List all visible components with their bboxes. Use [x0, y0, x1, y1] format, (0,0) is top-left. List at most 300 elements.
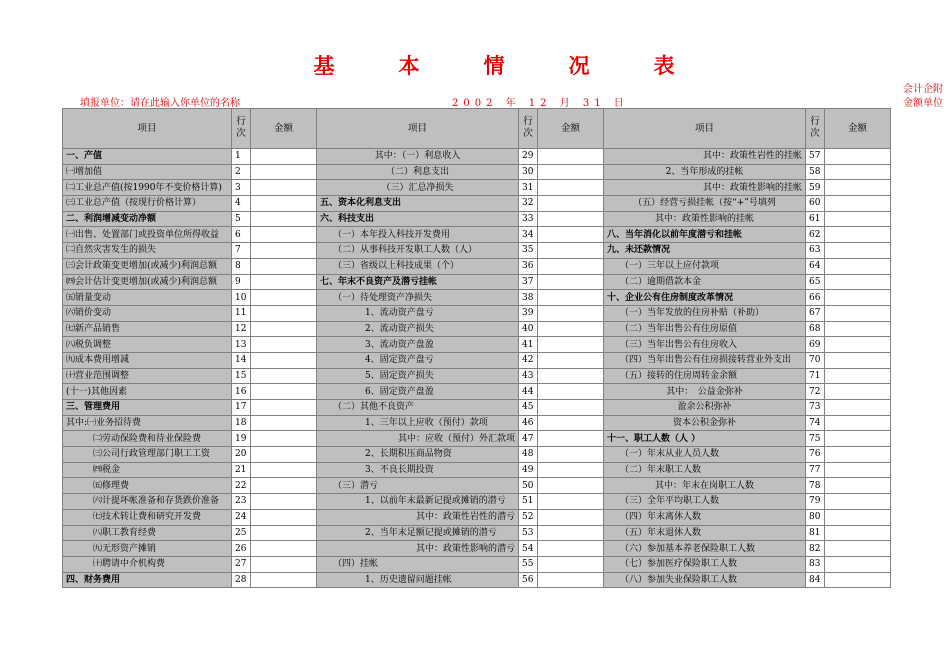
- item-label: 6、固定资产盘盈: [317, 384, 519, 400]
- line-number: 28: [232, 572, 251, 588]
- item-label: 其中：政策性岩性的潜亏: [317, 509, 519, 525]
- table-row: [63, 305, 891, 321]
- item-label: 八、当年消化以前年度潜亏和挂帐: [604, 227, 806, 243]
- amount-cell[interactable]: [251, 572, 317, 588]
- table-row: [63, 384, 891, 400]
- amount-cell[interactable]: [825, 227, 891, 243]
- line-number: 20: [232, 447, 251, 463]
- item-label: ㈣会计估计变更增加(或减少)利润总额: [63, 274, 232, 290]
- column-header-line-no: [806, 109, 825, 149]
- column-header-line-no: [519, 109, 538, 149]
- item-label: ㈨无形资产摊销: [63, 541, 232, 557]
- line-number: 32: [519, 196, 538, 212]
- table-row: [63, 211, 891, 227]
- line-number: 69: [806, 337, 825, 353]
- column-header-amount: 金额: [825, 109, 891, 149]
- amount-cell[interactable]: [825, 196, 891, 212]
- amount-cell[interactable]: [251, 462, 317, 478]
- item-label: 三、管理费用: [63, 400, 232, 416]
- item-label: 2、流动资产损失: [317, 321, 519, 337]
- line-number: 55: [519, 556, 538, 572]
- item-label: 资本公积金弥补: [604, 415, 806, 431]
- amount-cell[interactable]: [538, 321, 604, 337]
- amount-cell[interactable]: [538, 541, 604, 557]
- amount-cell[interactable]: [538, 478, 604, 494]
- item-label: 3、流动资产盘盈: [317, 337, 519, 353]
- table-row: [63, 478, 891, 494]
- amount-cell[interactable]: [538, 572, 604, 588]
- amount-cell[interactable]: [825, 321, 891, 337]
- line-number: 23: [232, 494, 251, 510]
- table-row: [63, 274, 891, 290]
- item-label: ㈣税金: [63, 462, 232, 478]
- amount-cell[interactable]: [825, 478, 891, 494]
- amount-cell[interactable]: [538, 211, 604, 227]
- column-header-item: 项目: [604, 109, 806, 149]
- table-row: [63, 368, 891, 384]
- line-number: 77: [806, 462, 825, 478]
- item-label: （五）经营亏损挂帐（按“+”号填列: [604, 196, 806, 212]
- line-number: 78: [806, 478, 825, 494]
- title-char: 本: [398, 54, 422, 78]
- item-label: （一）本年投入科技开发费用: [317, 227, 519, 243]
- line-number: 13: [232, 337, 251, 353]
- line-no-header-text: [236, 116, 246, 140]
- table-row: [63, 447, 891, 463]
- table-row: [63, 509, 891, 525]
- item-label: 其中：政策性影响的挂帐: [604, 180, 806, 196]
- item-label: ㈥计提坏帐准备和存货跌价准备: [63, 494, 232, 510]
- line-number: 6: [232, 227, 251, 243]
- item-label: (十一)其他因素: [63, 384, 232, 400]
- line-number: 66: [806, 290, 825, 306]
- form-code-label: 会计企附: [903, 84, 943, 95]
- item-label: （四）当年出售公有住房损接转营业外支出: [604, 352, 806, 368]
- item-label: 4、固定资产盘亏: [317, 352, 519, 368]
- title-char: 表: [653, 54, 677, 78]
- item-label: （七）参加医疗保险职工人数: [604, 556, 806, 572]
- line-number: 47: [519, 431, 538, 447]
- line-number: 3: [232, 180, 251, 196]
- line-number: 22: [232, 478, 251, 494]
- item-label: （一）待处理资产净损失: [317, 290, 519, 306]
- line-number: 17: [232, 400, 251, 416]
- line-number: 36: [519, 258, 538, 274]
- line-number: 2: [232, 164, 251, 180]
- line-number: 68: [806, 321, 825, 337]
- line-no-header-char: 行: [236, 116, 246, 127]
- line-number: 48: [519, 447, 538, 463]
- amount-cell[interactable]: [251, 337, 317, 353]
- line-number: 35: [519, 243, 538, 259]
- line-number: 46: [519, 415, 538, 431]
- amount-cell[interactable]: [251, 180, 317, 196]
- amount-cell[interactable]: [251, 384, 317, 400]
- amount-cell[interactable]: [538, 368, 604, 384]
- amount-cell[interactable]: [825, 243, 891, 259]
- amount-cell[interactable]: [825, 258, 891, 274]
- item-label: ㈨成本费用增减: [63, 352, 232, 368]
- amount-cell[interactable]: [825, 290, 891, 306]
- amount-unit-label: 金额单位: [903, 98, 943, 109]
- line-number: 57: [806, 149, 825, 165]
- amount-cell[interactable]: [251, 164, 317, 180]
- item-label: 2、当年形成的挂帐: [604, 164, 806, 180]
- line-number: 39: [519, 305, 538, 321]
- line-number: 80: [806, 509, 825, 525]
- amount-cell[interactable]: [825, 211, 891, 227]
- amount-cell[interactable]: [538, 196, 604, 212]
- item-label: （二）当年出售公有住房原值: [604, 321, 806, 337]
- line-no-header-char: 次: [523, 128, 533, 139]
- item-label: （一）当年发放的住房补贴（补助）: [604, 305, 806, 321]
- line-number: 58: [806, 164, 825, 180]
- line-number: 18: [232, 415, 251, 431]
- amount-cell[interactable]: [538, 400, 604, 416]
- item-label: 1、历史遗留问题挂帐: [317, 572, 519, 588]
- amount-cell[interactable]: [251, 368, 317, 384]
- table-row: [63, 400, 891, 416]
- item-label: （三）潜亏: [317, 478, 519, 494]
- item-label: ㈩营业范围调整: [63, 368, 232, 384]
- basic-info-table: [62, 108, 891, 588]
- table-row: [63, 494, 891, 510]
- amount-cell[interactable]: [251, 494, 317, 510]
- line-number: 16: [232, 384, 251, 400]
- item-label: ㈦新产品销售: [63, 321, 232, 337]
- amount-cell[interactable]: [538, 525, 604, 541]
- amount-cell[interactable]: [825, 149, 891, 165]
- line-number: 40: [519, 321, 538, 337]
- item-label: ㈠出售、处置部门或投资单位所得收益: [63, 227, 232, 243]
- line-number: 1: [232, 149, 251, 165]
- item-label: 二、利润增减变动净额: [63, 211, 232, 227]
- item-label: （三）省级以上科技成果（个）: [317, 258, 519, 274]
- line-number: 10: [232, 290, 251, 306]
- item-label: ㈡自然灾害发生的损失: [63, 243, 232, 259]
- amount-cell[interactable]: [251, 227, 317, 243]
- item-label: 九、未还款情况: [604, 243, 806, 259]
- item-label: 1、三年以上应收（预付）款项: [317, 415, 519, 431]
- title-char: 情: [483, 54, 507, 78]
- table-row: [63, 431, 891, 447]
- item-label: （一）三年以上应付款项: [604, 258, 806, 274]
- amount-cell[interactable]: [825, 368, 891, 384]
- table-row: [63, 556, 891, 572]
- line-no-header-char: 行: [810, 116, 820, 127]
- table-row: [63, 180, 891, 196]
- line-number: 25: [232, 525, 251, 541]
- table-row: [63, 258, 891, 274]
- line-number: 15: [232, 368, 251, 384]
- line-number: 52: [519, 509, 538, 525]
- item-label: ㈠增加值: [63, 164, 232, 180]
- line-number: 33: [519, 211, 538, 227]
- line-number: 72: [806, 384, 825, 400]
- title-char: 基: [313, 54, 337, 78]
- line-number: 34: [519, 227, 538, 243]
- amount-cell[interactable]: [538, 509, 604, 525]
- amount-cell[interactable]: [251, 509, 317, 525]
- amount-cell[interactable]: [825, 431, 891, 447]
- column-header-line-no: [232, 109, 251, 149]
- line-number: 4: [232, 196, 251, 212]
- line-number: 24: [232, 509, 251, 525]
- item-label: 其中：政策性影响的潜亏: [317, 541, 519, 557]
- item-label: （三）当年出售公有住房收入: [604, 337, 806, 353]
- amount-cell[interactable]: [538, 431, 604, 447]
- line-number: 44: [519, 384, 538, 400]
- amount-cell[interactable]: [251, 447, 317, 463]
- amount-cell[interactable]: [251, 243, 317, 259]
- line-number: 51: [519, 494, 538, 510]
- report-date: 2002 年 12 月 31 日: [452, 98, 629, 109]
- line-number: 74: [806, 415, 825, 431]
- line-number: 50: [519, 478, 538, 494]
- item-label: （二）年末职工人数: [604, 462, 806, 478]
- amount-cell[interactable]: [251, 556, 317, 572]
- amount-cell[interactable]: [538, 462, 604, 478]
- item-label: （五）接转的住房周转金余额: [604, 368, 806, 384]
- line-no-header-text: [810, 116, 820, 140]
- line-number: 12: [232, 321, 251, 337]
- amount-cell[interactable]: [825, 525, 891, 541]
- item-label: （一）年末从业人员人数: [604, 447, 806, 463]
- item-label: ㈢公司行政管理部门职工工资: [63, 447, 232, 463]
- item-label: 2、长期积压商品物资: [317, 447, 519, 463]
- line-number: 8: [232, 258, 251, 274]
- table-row: [63, 243, 891, 259]
- item-label: 1、以前年末最新记提或摊销的潜亏: [317, 494, 519, 510]
- item-label: 其中：应收（预付）外汇款项: [317, 431, 519, 447]
- line-number: 38: [519, 290, 538, 306]
- table-row: [63, 415, 891, 431]
- line-number: 62: [806, 227, 825, 243]
- item-label: 四、财务费用: [63, 572, 232, 588]
- line-number: 70: [806, 352, 825, 368]
- table-row: [63, 352, 891, 368]
- table-header-row: [63, 109, 891, 149]
- item-label: 十一、职工人数（人 ）: [604, 431, 806, 447]
- amount-cell[interactable]: [825, 462, 891, 478]
- table-row: [63, 525, 891, 541]
- line-number: 43: [519, 368, 538, 384]
- line-no-header-char: 次: [810, 128, 820, 139]
- line-number: 14: [232, 352, 251, 368]
- table-row: [63, 321, 891, 337]
- line-number: 61: [806, 211, 825, 227]
- page-title: [0, 50, 950, 80]
- item-label: 其中：年末在岗职工人数: [604, 478, 806, 494]
- line-number: 54: [519, 541, 538, 557]
- line-number: 75: [806, 431, 825, 447]
- line-number: 5: [232, 211, 251, 227]
- line-number: 19: [232, 431, 251, 447]
- line-number: 49: [519, 462, 538, 478]
- line-number: 60: [806, 196, 825, 212]
- amount-cell[interactable]: [538, 556, 604, 572]
- amount-cell[interactable]: [825, 509, 891, 525]
- line-number: 31: [519, 180, 538, 196]
- line-number: 11: [232, 305, 251, 321]
- item-label: （二）其他不良资产: [317, 400, 519, 416]
- amount-cell[interactable]: [825, 447, 891, 463]
- line-number: 26: [232, 541, 251, 557]
- line-number: 7: [232, 243, 251, 259]
- amount-cell[interactable]: [538, 227, 604, 243]
- line-number: 59: [806, 180, 825, 196]
- amount-cell[interactable]: [251, 211, 317, 227]
- amount-cell[interactable]: [825, 541, 891, 557]
- item-label: 3、不良长期投资: [317, 462, 519, 478]
- item-label: （二）从事科技开发职工人数（人）: [317, 243, 519, 259]
- line-number: 29: [519, 149, 538, 165]
- item-label: （八）参加失业保险职工人数: [604, 572, 806, 588]
- item-label: ㈦技术转让费和研究开发费: [63, 509, 232, 525]
- line-number: 73: [806, 400, 825, 416]
- table-row: [63, 149, 891, 165]
- column-header-amount: 金额: [538, 109, 604, 149]
- line-number: 71: [806, 368, 825, 384]
- amount-cell[interactable]: [251, 196, 317, 212]
- line-number: 37: [519, 274, 538, 290]
- item-label: 七、年末不良资产及潜亏挂帐: [317, 274, 519, 290]
- line-number: 42: [519, 352, 538, 368]
- item-label: 其中：（一）利息收入: [317, 149, 519, 165]
- amount-cell[interactable]: [251, 149, 317, 165]
- amount-cell[interactable]: [538, 164, 604, 180]
- amount-cell[interactable]: [251, 321, 317, 337]
- item-label: 十、企业公有住房制度改革情况: [604, 290, 806, 306]
- amount-cell[interactable]: [538, 494, 604, 510]
- line-number: 56: [519, 572, 538, 588]
- item-label: （四）年末离休人数: [604, 509, 806, 525]
- table-row: [63, 164, 891, 180]
- reporting-unit-label[interactable]: 填报单位：请在此输入你单位的名称: [80, 98, 240, 109]
- amount-cell[interactable]: [251, 431, 317, 447]
- item-label: ㈧税负调整: [63, 337, 232, 353]
- item-label: 其中:㈠业务招待费: [63, 415, 232, 431]
- table-row: [63, 290, 891, 306]
- amount-cell[interactable]: [825, 384, 891, 400]
- item-label: ㈤修理费: [63, 478, 232, 494]
- amount-cell[interactable]: [251, 274, 317, 290]
- amount-cell[interactable]: [251, 415, 317, 431]
- item-label: 2、当年末足额记提或摊销的潜亏: [317, 525, 519, 541]
- item-label: ㈢工业总产值（按现行价格计算）: [63, 196, 232, 212]
- table-row: [63, 462, 891, 478]
- line-number: 76: [806, 447, 825, 463]
- amount-cell[interactable]: [825, 400, 891, 416]
- line-number: 64: [806, 258, 825, 274]
- line-number: 79: [806, 494, 825, 510]
- line-number: 63: [806, 243, 825, 259]
- column-header-item: 项目: [317, 109, 519, 149]
- line-number: 65: [806, 274, 825, 290]
- amount-cell[interactable]: [538, 384, 604, 400]
- item-label: ㈥销价变动: [63, 305, 232, 321]
- amount-cell[interactable]: [538, 352, 604, 368]
- amount-cell[interactable]: [538, 415, 604, 431]
- table-row: [63, 541, 891, 557]
- item-label: 盈余公积弥补: [604, 400, 806, 416]
- item-label: （六）参加基本养老保险职工人数: [604, 541, 806, 557]
- amount-cell[interactable]: [538, 243, 604, 259]
- line-number: 53: [519, 525, 538, 541]
- amount-cell[interactable]: [538, 337, 604, 353]
- line-number: 83: [806, 556, 825, 572]
- line-number: 9: [232, 274, 251, 290]
- item-label: 其中： 公益金弥补: [604, 384, 806, 400]
- amount-cell[interactable]: [251, 305, 317, 321]
- amount-cell[interactable]: [538, 290, 604, 306]
- amount-cell[interactable]: [251, 478, 317, 494]
- line-number: 21: [232, 462, 251, 478]
- item-label: ㈩聘请中介机构费: [63, 556, 232, 572]
- line-number: 45: [519, 400, 538, 416]
- item-label: （三）汇总净损失: [317, 180, 519, 196]
- amount-cell[interactable]: [251, 352, 317, 368]
- item-label: 其中：政策性岩性的挂帐: [604, 149, 806, 165]
- amount-cell[interactable]: [825, 305, 891, 321]
- line-number: 81: [806, 525, 825, 541]
- amount-cell[interactable]: [825, 274, 891, 290]
- amount-cell[interactable]: [251, 541, 317, 557]
- line-no-header-char: 次: [236, 128, 246, 139]
- item-label: （四）挂帐: [317, 556, 519, 572]
- item-label: （五）年末退休人数: [604, 525, 806, 541]
- item-label: ㈡工业总产值(按1990年不变价格计算): [63, 180, 232, 196]
- amount-cell[interactable]: [538, 447, 604, 463]
- amount-cell[interactable]: [538, 149, 604, 165]
- amount-cell[interactable]: [825, 556, 891, 572]
- item-label: 1、流动资产盘亏: [317, 305, 519, 321]
- amount-cell[interactable]: [251, 400, 317, 416]
- column-header-item: 项目: [63, 109, 232, 149]
- item-label: 一、产值: [63, 149, 232, 165]
- table-row: [63, 196, 891, 212]
- table-row: [63, 227, 891, 243]
- amount-cell[interactable]: [825, 572, 891, 588]
- item-label: （三）全年平均职工人数: [604, 494, 806, 510]
- amount-cell[interactable]: [538, 258, 604, 274]
- amount-cell[interactable]: [825, 337, 891, 353]
- line-number: 82: [806, 541, 825, 557]
- item-label: ㈧职工教育经费: [63, 525, 232, 541]
- amount-cell[interactable]: [538, 274, 604, 290]
- item-label: 其中：政策性影响的挂帐: [604, 211, 806, 227]
- amount-cell[interactable]: [538, 305, 604, 321]
- amount-cell[interactable]: [251, 290, 317, 306]
- amount-cell[interactable]: [538, 180, 604, 196]
- amount-cell[interactable]: [825, 164, 891, 180]
- amount-cell[interactable]: [825, 494, 891, 510]
- amount-cell[interactable]: [251, 525, 317, 541]
- amount-cell[interactable]: [251, 258, 317, 274]
- item-label: ㈢会计政策变更增加(或减少)利润总额: [63, 258, 232, 274]
- item-label: 六、科技支出: [317, 211, 519, 227]
- amount-cell[interactable]: [825, 180, 891, 196]
- item-label: ㈤销量变动: [63, 290, 232, 306]
- line-number: 30: [519, 164, 538, 180]
- amount-cell[interactable]: [825, 415, 891, 431]
- item-label: （二）利息支出: [317, 164, 519, 180]
- title-char: 况: [568, 54, 592, 78]
- item-label: 5、固定资产损失: [317, 368, 519, 384]
- amount-cell[interactable]: [825, 352, 891, 368]
- table-row: [63, 572, 891, 588]
- line-number: 67: [806, 305, 825, 321]
